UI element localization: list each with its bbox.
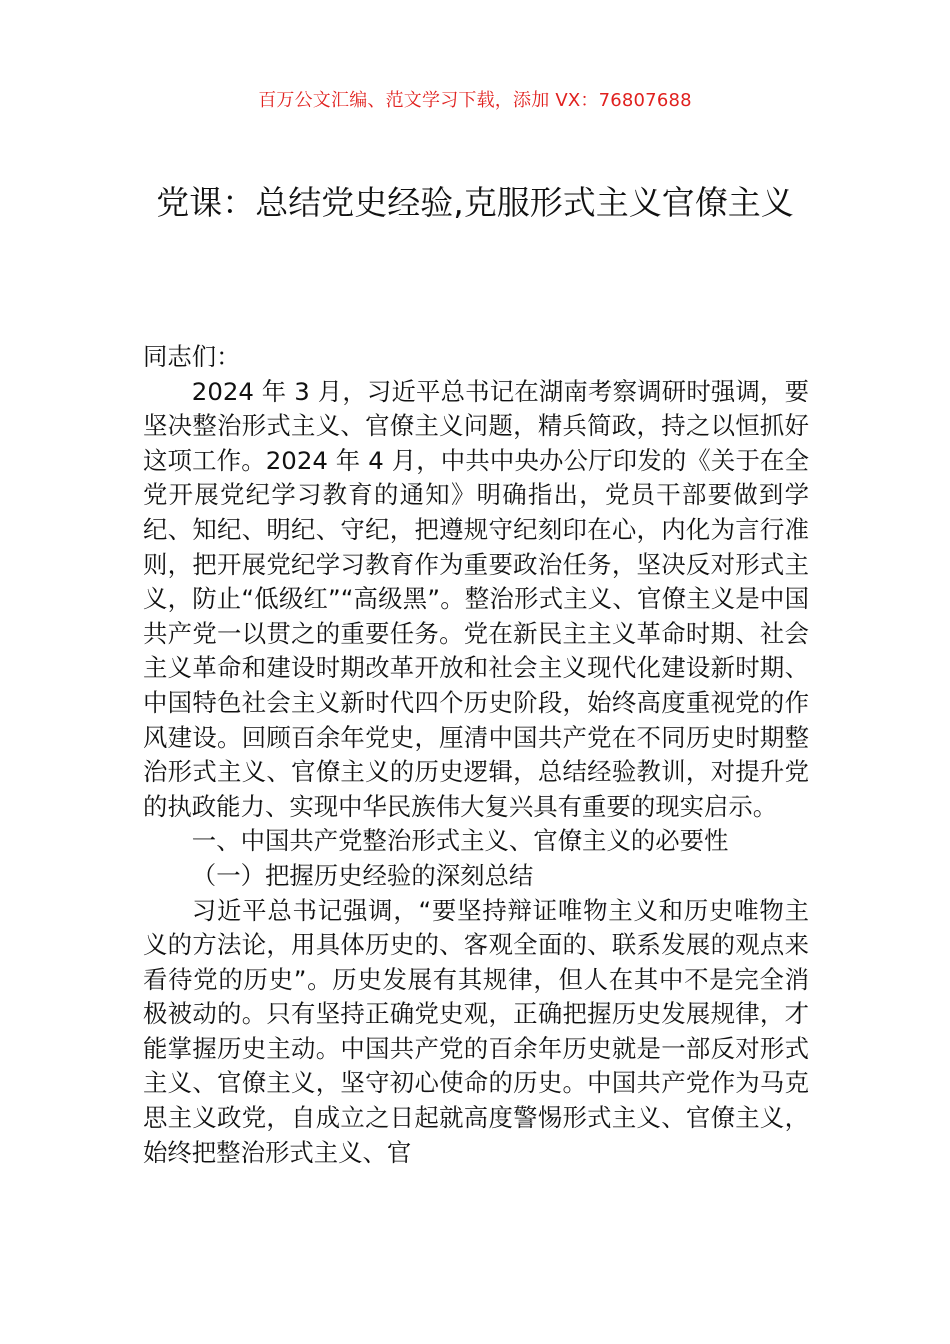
paragraph-history: 习近平总书记强调，“要坚持辩证唯物主义和历史唯物主义的方法论，用具体历史的、客观全面的、联系发展的观点来看待党的历史”。历史发展有其规律，但人在其中不是完全消极被动的。只有坚持正确党史观，正确把握历史发展规律，才能掌握历史主动。中国共产党的百余年历史就是一部反对形式主义、官僚主义，坚守初心使命的历史。中国共产党作为马克思主义政党，自成立之日起就高度警惕形式主义、官僚主义，始终把整治形式主义、官 (143, 895, 809, 1167)
section-heading: 一、中国共产党整治形式主义、官僚主义的必要性 (191, 826, 729, 856)
subsection-heading: （一）把握历史经验的深刻总结 (191, 860, 534, 890)
greeting: 同志们： (143, 342, 241, 371)
document-title: 党课：总结党史经验,克服形式主义官僚主义 (156, 183, 794, 222)
paragraph-intro: 2024 年 3 月，习近平总书记在湖南考察调研时强调，要坚决整治形式主义、官僚主义问题，精兵简政，持之以恒抓好这项工作。2024 年 4 月，中共中央办公厅印发的《关于在全党开展党纪学习教育的通知》明确指出，党员干部要做到学纪、知纪、明纪、守纪，把遵规守纪刻印在心，内化为言行准则，把开展党纪学习教育作为重要政治任务，坚决反对形式主义，防止“低级红”“高级黑”。整治形式主义、官僚主义是中国共产党一以贯之的重要任务。党在新民主主义革命时期、社会主义革命和建设时期改革开放和社会主义现代化建设新时期、中国特色社会主义新时代四个历史阶段，始终高度重视党的作风建设。回顾百余年党史，厘清中国共产党在不同历史时期整治形式主义、官僚主义的历史逻辑，总结经验教训，对提升党的执政能力、实现中华民族伟大复兴具有重要的现实启示。 (143, 376, 809, 821)
document-body (143, 340, 809, 1170)
header-note: 百万公文汇编、范文学习下载，添加 VX：76807688 (258, 90, 692, 111)
